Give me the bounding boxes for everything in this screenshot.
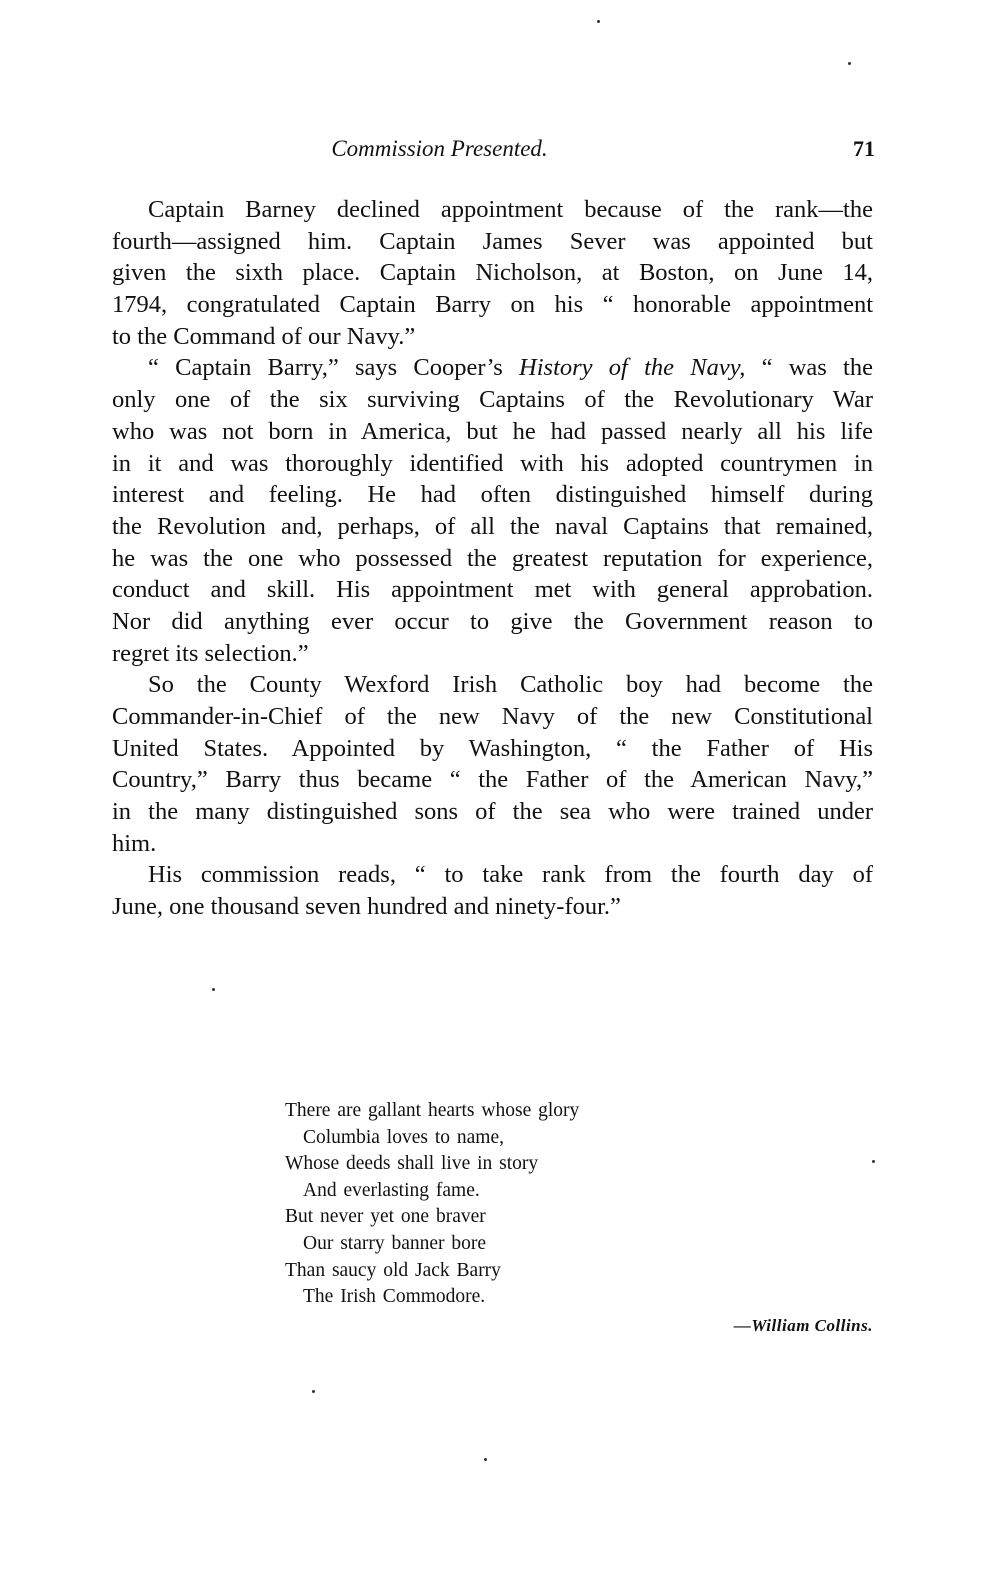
text-line — [112, 352, 873, 384]
text-line — [112, 859, 873, 891]
poem-line: Whose deeds shall live in story — [285, 1153, 539, 1175]
page-number: 71 — [853, 136, 875, 161]
poem-line: Columbia loves to name, — [303, 1126, 504, 1148]
poem-line: And everlasting fame. — [303, 1179, 480, 1201]
text-line — [112, 321, 873, 353]
text-line — [112, 448, 873, 480]
text-segment: him. — [112, 829, 157, 857]
text-line — [112, 479, 873, 511]
text-segment: So the County Wexford Irish Catholic boy had become the — [148, 671, 873, 699]
page-header — [112, 136, 873, 170]
text-line — [112, 574, 873, 606]
text-segment: in it and was thoroughly identified with his adopted countrymen in — [112, 449, 873, 477]
text-line — [112, 226, 873, 258]
scan-speck — [212, 988, 215, 991]
poem-line: But never yet one braver — [285, 1206, 486, 1228]
text-line — [112, 796, 873, 828]
text-segment: to the Command of our Navy.” — [112, 322, 416, 350]
text-segment: Nor did anything ever occur to give the Government reason to — [112, 607, 873, 635]
text-segment: given the sixth place. Captain Nicholson, at Boston, on June 14, — [112, 259, 873, 287]
text-line — [112, 606, 873, 638]
text-segment: Captain Barney declined appointment because of the rank—the — [148, 196, 873, 223]
text-line — [112, 194, 873, 226]
italic-title: History of the Navy, — [519, 354, 746, 382]
text-line — [112, 701, 873, 733]
text-segment: June, one thousand seven hundred and ninety-four.” — [112, 893, 621, 921]
text-line — [112, 257, 873, 289]
poem-line: The Irish Commodore. — [303, 1286, 486, 1308]
running-title: Commission Presented. — [331, 136, 548, 161]
text-segment: fourth—assigned him. Captain James Sever was appointed but — [112, 227, 873, 255]
text-segment: Country,” Barry thus became “ the Father of the American Navy,” — [112, 766, 873, 794]
text-line — [112, 891, 873, 923]
text-line — [112, 416, 873, 448]
text-segment: “ Captain Barry,” says Cooper’s — [148, 354, 520, 382]
poem-attribution: —William Collins. — [733, 1316, 873, 1335]
text-line — [112, 543, 873, 575]
scan-speck — [484, 1458, 487, 1461]
text-segment: 1794, congratulated Captain Barry on his “ honorable appointment — [112, 291, 873, 319]
text-segment: His commission reads, “ to take rank from the fourth day of — [148, 861, 873, 889]
text-segment: only one of the six surviving Captains of the Revolutionary War — [112, 386, 873, 414]
text-line — [112, 638, 873, 670]
poem — [285, 1098, 579, 1311]
text-segment: “ was the — [745, 354, 873, 382]
text-line — [112, 511, 873, 543]
poem-line: Our starry banner bore — [303, 1232, 487, 1254]
text-segment: United States. Appointed by Washington, “ the Father of His — [112, 734, 873, 762]
text-line — [112, 669, 873, 701]
scan-speck — [312, 1390, 315, 1393]
poem-line: Than saucy old Jack Barry — [285, 1259, 501, 1281]
scan-speck — [872, 1160, 875, 1163]
scan-speck — [848, 62, 851, 65]
text-segment: he was the one who possessed the greatest reputation for experience, — [112, 544, 873, 572]
text-segment: Commander-in-Chief of the new Navy of the new Constitutional — [112, 703, 873, 730]
text-segment: interest and feeling. He had often distinguished himself during — [112, 481, 873, 509]
text-segment: conduct and skill. His appointment met with general approbation. — [112, 576, 873, 604]
body-text — [112, 194, 873, 923]
text-line — [112, 764, 873, 796]
text-segment: regret its selection.” — [112, 639, 309, 667]
poem-line: There are gallant hearts whose glory — [285, 1100, 580, 1121]
text-line — [112, 384, 873, 416]
text-segment: who was not born in America, but he had passed nearly all his life — [112, 417, 873, 445]
text-line — [112, 828, 873, 860]
text-segment: the Revolution and, perhaps, of all the naval Captains that remained, — [112, 512, 873, 540]
scan-speck — [597, 20, 600, 23]
text-line — [112, 733, 873, 765]
text-segment: in the many distinguished sons of the sea who were trained under — [112, 798, 873, 826]
text-line — [112, 289, 873, 321]
